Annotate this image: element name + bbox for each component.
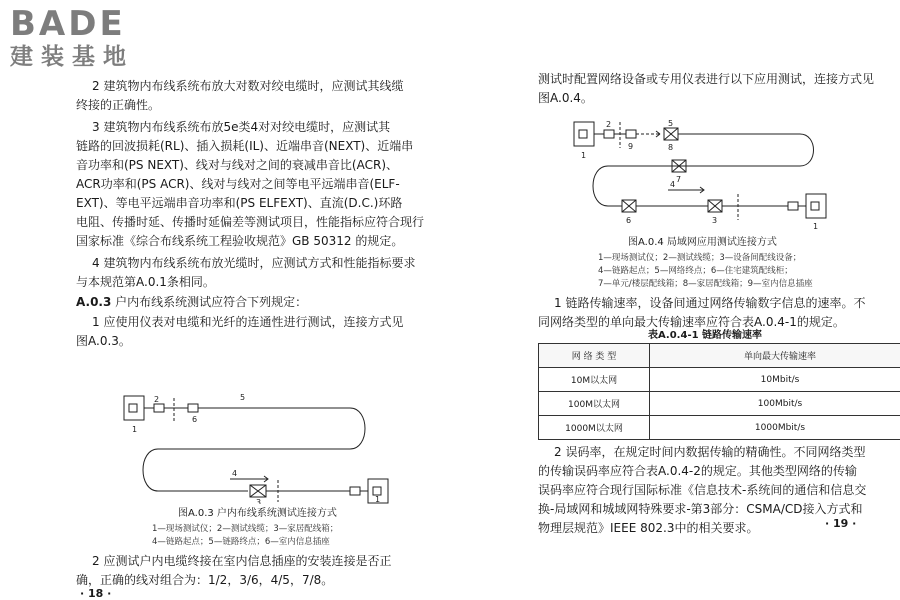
label-1: 1 [581, 151, 587, 160]
paragraph-line: 换-局域网和城域网特殊要求-第3部分：CSMA/CD接入方式和 [538, 502, 863, 516]
test-plug-icon [154, 404, 164, 412]
label-6: 6 [192, 415, 198, 424]
paragraph-line: 的传输误码率应符合表A.0.4-2的规定。其他类型网络的传输 [538, 464, 857, 478]
section-heading-a03 [76, 293, 307, 312]
paragraph-line: 图A.0.4。 [538, 91, 593, 105]
transmission-rate-table [538, 343, 900, 440]
figure-legend-line: 7—单元/楼层配线箱；8—家居配线箱；9—室内信息插座 [598, 279, 813, 289]
paragraph-line: 链路的回波损耗(RL)、插入损耗(IL)、近端串音(NEXT)、近端串 [76, 139, 414, 153]
paragraph-line: 同网络类型的单向最大传输速率应符合表A.0.4-1的规定。 [538, 315, 845, 329]
table-header-cell: 网 络 类 型 [539, 344, 650, 368]
table-cell: 1000M以太网 [539, 416, 650, 440]
table-header-cell: 单向最大传输速率 [650, 344, 900, 368]
field-tester-port [129, 404, 137, 412]
label-2: 2 [606, 120, 612, 129]
table-cell: 10M以太网 [539, 368, 650, 392]
table-title: 表A.0.4-1 链路传输速率 [648, 330, 763, 341]
paragraph-line: 误码率应符合现行国际标准《信息技术-系统间的通信和信息交 [538, 483, 867, 497]
section-number: A.0.3 [76, 295, 112, 309]
label-2: 2 [154, 395, 160, 404]
figure-caption: 图A.0.4 局域网应用测试连接方式 [628, 237, 777, 248]
test-plug-icon [604, 130, 614, 138]
figure-legend-line: 1—现场测试仪；2—测试线缆；3—设备间配线设备； [598, 253, 802, 263]
table-cell: 1000Mbit/s [650, 416, 900, 440]
paragraph-line: 图A.0.3。 [76, 334, 131, 348]
paragraph-line: 电阻、传播时延、传播时延偏差等测试项目，性能指标应符合现行 [76, 215, 425, 229]
table-row [539, 392, 900, 416]
field-tester-icon [574, 122, 594, 146]
field-tester-icon [806, 194, 826, 218]
figure-legend-line: 4—链路起点；5—链路终点；6—室内信息插座 [152, 537, 330, 547]
figure-a03-diagram [118, 392, 408, 504]
paragraph-line: EXT)、等电平远端串音功率和(PS ELFEXT)、直流(D.C.)环路 [76, 196, 403, 210]
paragraph-line: 3 建筑物内布线系统布放5e类4对对绞电缆时，应测试其 [92, 120, 391, 134]
figure-a04-diagram [568, 116, 868, 238]
paragraph-line: 1 应使用仪表对电缆和光纤的连通性进行测试，连接方式见 [92, 315, 404, 329]
field-tester-port [811, 202, 819, 210]
label-3: 3 [256, 498, 262, 504]
label-7: 7 [676, 175, 682, 184]
table-row [539, 368, 900, 392]
field-tester-icon [124, 396, 144, 420]
field-tester-port [579, 130, 587, 138]
label-1b: 1 [375, 495, 381, 504]
label-5: 5 [668, 119, 674, 128]
table-cell: 10Mbit/s [650, 368, 900, 392]
label-3: 3 [712, 216, 718, 225]
table-row [539, 416, 900, 440]
paragraph-line: 2 误码率，在规定时间内数据传输的精确性。不同网络类型 [554, 445, 866, 459]
paragraph-line: 终接的正确性。 [76, 98, 161, 112]
figure-caption: 图A.0.3 户内布线系统测试连接方式 [178, 508, 337, 519]
paragraph-line: 确，正确的线对组合为：1/2，3/6，4/5，7/8。 [76, 573, 334, 587]
figure-legend-line: 1—现场测试仪；2—测试线缆；3—家居配线箱； [152, 524, 339, 534]
field-tester-port [373, 487, 381, 495]
info-outlet-icon [188, 404, 198, 412]
test-plug-icon [350, 487, 360, 495]
label-9: 9 [628, 142, 634, 151]
label-4: 4 [670, 180, 676, 189]
table-cell: 100M以太网 [539, 392, 650, 416]
paragraph-line: 4 建筑物内布线系统布放光缆时，应测试方式和性能指标要求 [92, 256, 416, 270]
label-1b: 1 [813, 222, 819, 231]
test-plug-icon [788, 202, 798, 210]
test-cable-route [593, 134, 814, 206]
label-5: 5 [240, 393, 246, 402]
page-number: · 18 · [80, 587, 112, 600]
page-number: · 19 · [825, 517, 857, 530]
info-outlet-icon [626, 130, 636, 138]
logo-subtitle: 建装基地 [10, 44, 134, 70]
paragraph-line: 物理层规范》IEEE 802.3中的相关要求。 [538, 521, 759, 535]
label-6: 6 [626, 216, 632, 225]
paragraph-line: 1 链路传输速率，设备间通过网络传输数字信息的速率。不 [554, 296, 866, 310]
label-1: 1 [132, 425, 138, 434]
table-cell: 100Mbit/s [650, 392, 900, 416]
figure-legend-line: 4—链路起点；5—网络终点；6—住宅建筑配线柜； [598, 266, 793, 276]
label-8: 8 [668, 143, 674, 152]
section-text: 户内布线系统测试应符合下列规定： [115, 295, 308, 309]
paragraph-line: 音功率和(PS NEXT)、线对与线对之间的衰减串音比(ACR)、 [76, 158, 399, 172]
paragraph-line: 与本规范第A.0.1条相同。 [76, 275, 215, 289]
paragraph-line: 国家标准《综合布线系统工程验收规范》GB 50312 的规定。 [76, 234, 404, 248]
table-header-row [539, 344, 900, 368]
label-4: 4 [232, 469, 238, 478]
paragraph-line: 2 应测试户内电缆终接在室内信息插座的安装连接是否正 [92, 554, 392, 568]
paragraph-line: 2 建筑物内布线系统布放大对数对绞电缆时，应测试其线缆 [92, 79, 404, 93]
right-page [450, 0, 900, 600]
paragraph-line: 测试时配置网络设备或专用仪表进行以下应用测试，连接方式见 [538, 72, 875, 86]
logo-brand-text: BADE [10, 4, 126, 44]
paragraph-line: ACR功率和(PS ACR)、线对与线对之间等电平远端串音(ELF- [76, 177, 400, 191]
